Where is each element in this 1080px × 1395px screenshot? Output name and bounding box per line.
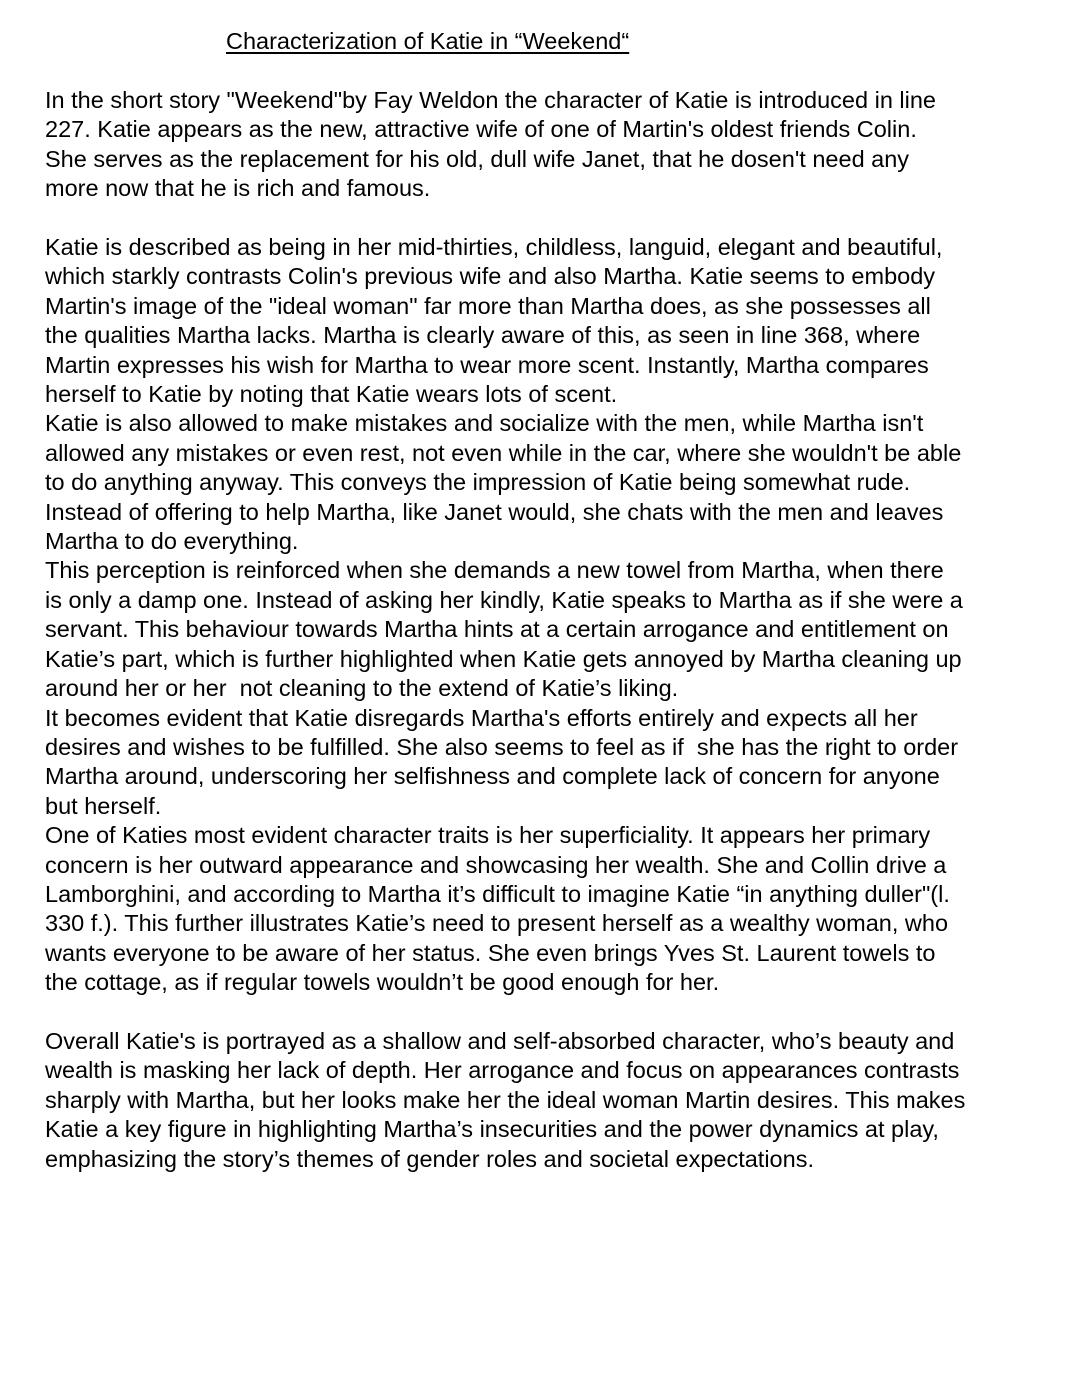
paragraph-line: Lamborghini, and according to Martha it’s difficult to imagine Katie “in anything duller"(l. [45, 880, 950, 907]
paragraph-line: wants everyone to be aware of her status. She even brings Yves St. Laurent towels to [45, 939, 936, 966]
paragraph-line: the qualities Martha lacks. Martha is clearly aware of this, as seen in line 368, where [45, 322, 921, 349]
paragraph-line: allowed any mistakes or even rest, not even while in the car, where she wouldn't be able [45, 439, 962, 466]
paragraph-line: around her or her not cleaning to the extend of Katie’s liking. [45, 675, 679, 702]
paragraph-line: One of Katies most evident character traits is her superficiality. It appears her primary [45, 822, 931, 849]
paragraph-line: is only a damp one. Instead of asking her kindly, Katie speaks to Martha as if she were a [45, 586, 963, 613]
paragraph-2 [45, 233, 1075, 409]
paragraph-line: Katie’s part, which is further highlighted when Katie gets annoyed by Martha cleaning up [45, 645, 962, 672]
paragraph-line: Martin's image of the "ideal woman" far more than Martha does, as she possesses all [45, 292, 931, 319]
paragraph-line: emphasizing the story’s themes of gender roles and societal expectations. [45, 1145, 814, 1172]
paragraph-1 [45, 86, 1075, 204]
paragraph-4 [45, 556, 1075, 703]
paragraph-line: Overall Katie's is portrayed as a shallow and self-absorbed character, who’s beauty and [45, 1027, 955, 1054]
paragraph-line: desires and wishes to be fulfilled. She also seems to feel as if she has the right to order [45, 733, 959, 760]
paragraph-line: Martha to do everything. [45, 528, 299, 555]
paragraph-line: which starkly contrasts Colin's previous wife and also Martha. Katie seems to embody [45, 263, 936, 290]
essay-body [45, 86, 1075, 1174]
paragraph-3 [45, 409, 1075, 556]
paragraph-line: Martha around, underscoring her selfishness and complete lack of concern for anyone [45, 763, 940, 790]
paragraph-line: sharply with Martha, but her looks make her the ideal woman Martin desires. This makes [45, 1086, 966, 1113]
paragraph-6 [45, 821, 1075, 997]
paragraph-line: Katie is described as being in her mid-thirties, childless, languid, elegant and beautiful, [45, 234, 943, 261]
paragraph-line: Martin expresses his wish for Martha to wear more scent. Instantly, Martha compares [45, 351, 929, 378]
paragraph-line: 330 f.). This further illustrates Katie’s need to present herself as a wealthy woman, who [45, 910, 949, 937]
paragraph-line: In the short story "Weekend"by Fay Weldon the character of Katie is introduced in line [45, 87, 937, 113]
paragraph-line: Instead of offering to help Martha, like Janet would, she chats with the men and leaves [45, 498, 944, 525]
paragraph-line: Katie a key figure in highlighting Martha’s insecurities and the power dynamics at play, [45, 1116, 939, 1143]
paragraph-7 [45, 1027, 1075, 1174]
paragraph-line: It becomes evident that Katie disregards Martha's efforts entirely and expects all her [45, 704, 918, 731]
document-title: Characterization of Katie in “Weekend“ [226, 28, 630, 54]
paragraph-line: Katie is also allowed to make mistakes and socialize with the men, while Martha isn't [45, 410, 924, 437]
paragraph-line: wealth is masking her lack of depth. Her arrogance and focus on appearances contrasts [45, 1057, 960, 1084]
paragraph-line: but herself. [45, 792, 162, 819]
paragraph-line: servant. This behaviour towards Martha hints at a certain arrogance and entitlement on [45, 616, 949, 643]
paragraph-line: to do anything anyway. This conveys the impression of Katie being somewhat rude. [45, 469, 911, 496]
paragraph-5 [45, 704, 1075, 822]
paragraph-line: 227. Katie appears as the new, attractive wife of one of Martin's oldest friends Colin. [45, 116, 917, 143]
paragraph-line: more now that he is rich and famous. [45, 175, 431, 202]
paragraph-line: herself to Katie by noting that Katie wears lots of scent. [45, 381, 618, 408]
paragraph-line: This perception is reinforced when she demands a new towel from Martha, when there [45, 557, 944, 584]
paragraph-line: She serves as the replacement for his old, dull wife Janet, that he dosen't need any [45, 145, 910, 172]
paragraph-line: the cottage, as if regular towels wouldn’t be good enough for her. [45, 969, 720, 996]
paragraph-line: concern is her outward appearance and showcasing her wealth. She and Collin drive a [45, 851, 947, 878]
